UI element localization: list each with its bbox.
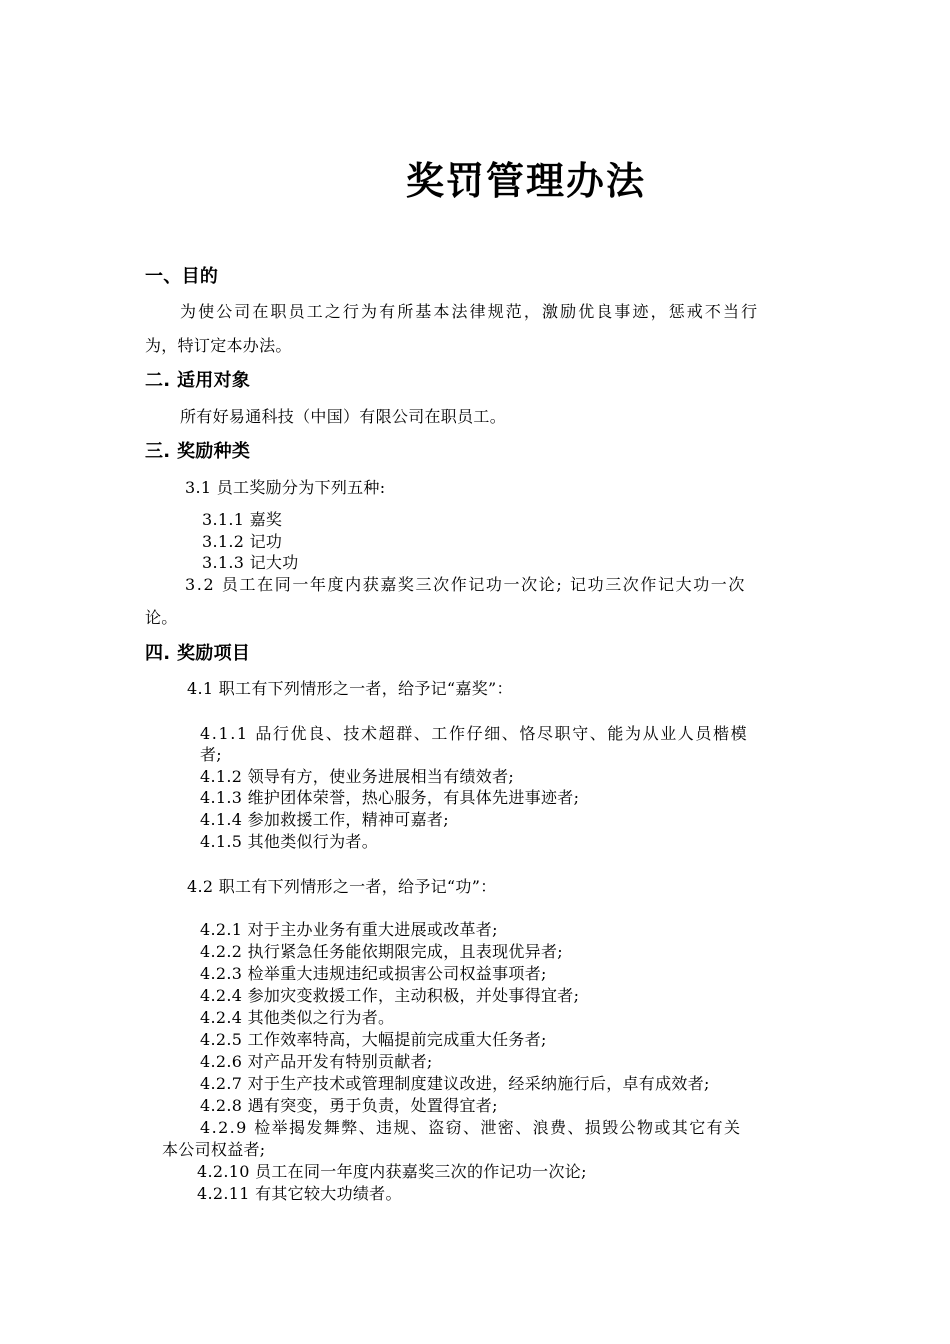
section-heading-scope: 二. 适用对象: [145, 370, 251, 391]
reward-subitem: 4.2.10 员工在同一年度内获嘉奖三次的作记功一次论;: [197, 1162, 587, 1181]
section-heading-reward-types: 三. 奖励种类: [145, 441, 251, 462]
purpose-paragraph-line2: 为，特订定本办法。: [145, 336, 292, 355]
reward-item-heading: 4.2 职工有下列情形之一者，给予记“功”：: [187, 877, 497, 896]
reward-subitem: 4.2.4 参加灾变救援工作，主动积极，并处事得宜者;: [200, 986, 580, 1005]
reward-subitem: 4.2.9 检举揭发舞弊、违规、盗窃、泄密、浪费、损毁公物或其它有关: [200, 1118, 742, 1137]
reward-subitem: 4.2.2 执行紧急任务能依期限完成，且表现优异者;: [200, 942, 563, 961]
reward-subitem: 4.2.6 对产品开发有特别贡献者;: [200, 1052, 433, 1071]
reward-subitem: 4.2.5 工作效率特高，大幅提前完成重大任务者;: [200, 1030, 547, 1049]
section-heading-purpose: 一、目的: [145, 266, 219, 287]
reward-types-subitem: 3.1.2 记功: [202, 532, 283, 551]
reward-types-item: 3.1 员工奖励分为下列五种:: [185, 478, 386, 497]
reward-types-item: 3.2 员工在同一年度内获嘉奖三次作记功一次论; 记功三次作记大功一次: [185, 575, 747, 594]
reward-subitem: 4.2.1 对于主办业务有重大进展或改革者;: [200, 920, 498, 939]
reward-types-subitem: 3.1.3 记大功: [202, 553, 299, 572]
reward-types-subitem: 3.1.1 嘉奖: [202, 510, 283, 529]
reward-subitem-continued: 者;: [200, 745, 222, 764]
reward-subitem: 4.2.4 其他类似之行为者。: [200, 1008, 395, 1027]
reward-subitem: 4.2.3 检举重大违规违纪或损害公司权益事项者;: [200, 964, 547, 983]
reward-types-item-continued: 论。: [145, 608, 178, 627]
reward-subitem: 4.2.7 对于生产技术或管理制度建议改进，经采纳施行后，卓有成效者;: [200, 1074, 710, 1093]
reward-subitem-continued: 本公司权益者;: [162, 1140, 266, 1159]
reward-subitem: 4.1.1 品行优良、技术超群、工作仔细、恪尽职守、能为从业人员楷模: [200, 724, 749, 743]
reward-item-heading: 4.1 职工有下列情形之一者，给予记“嘉奖”：: [187, 679, 513, 698]
reward-subitem: 4.2.11 有其它较大功绩者。: [197, 1184, 402, 1203]
reward-subitem: 4.1.3 维护团体荣誉，热心服务，有具体先进事迹者;: [200, 788, 580, 807]
reward-subitem: 4.1.2 领导有方，使业务进展相当有绩效者;: [200, 767, 515, 786]
reward-subitem: 4.2.8 遇有突变，勇于负责，处置得宜者;: [200, 1096, 498, 1115]
document-title: 奖罚管理办法: [405, 159, 646, 203]
reward-subitem: 4.1.5 其他类似行为者。: [200, 832, 378, 851]
section-heading-reward-items: 四. 奖励项目: [145, 643, 251, 664]
scope-paragraph: 所有好易通科技（中国）有限公司在职员工。: [180, 407, 507, 426]
purpose-paragraph-line1: 为使公司在职员工之行为有所基本法律规范，激励优良事迹，惩戒不当行: [180, 302, 760, 321]
reward-subitem: 4.1.4 参加救援工作，精神可嘉者;: [200, 810, 449, 829]
